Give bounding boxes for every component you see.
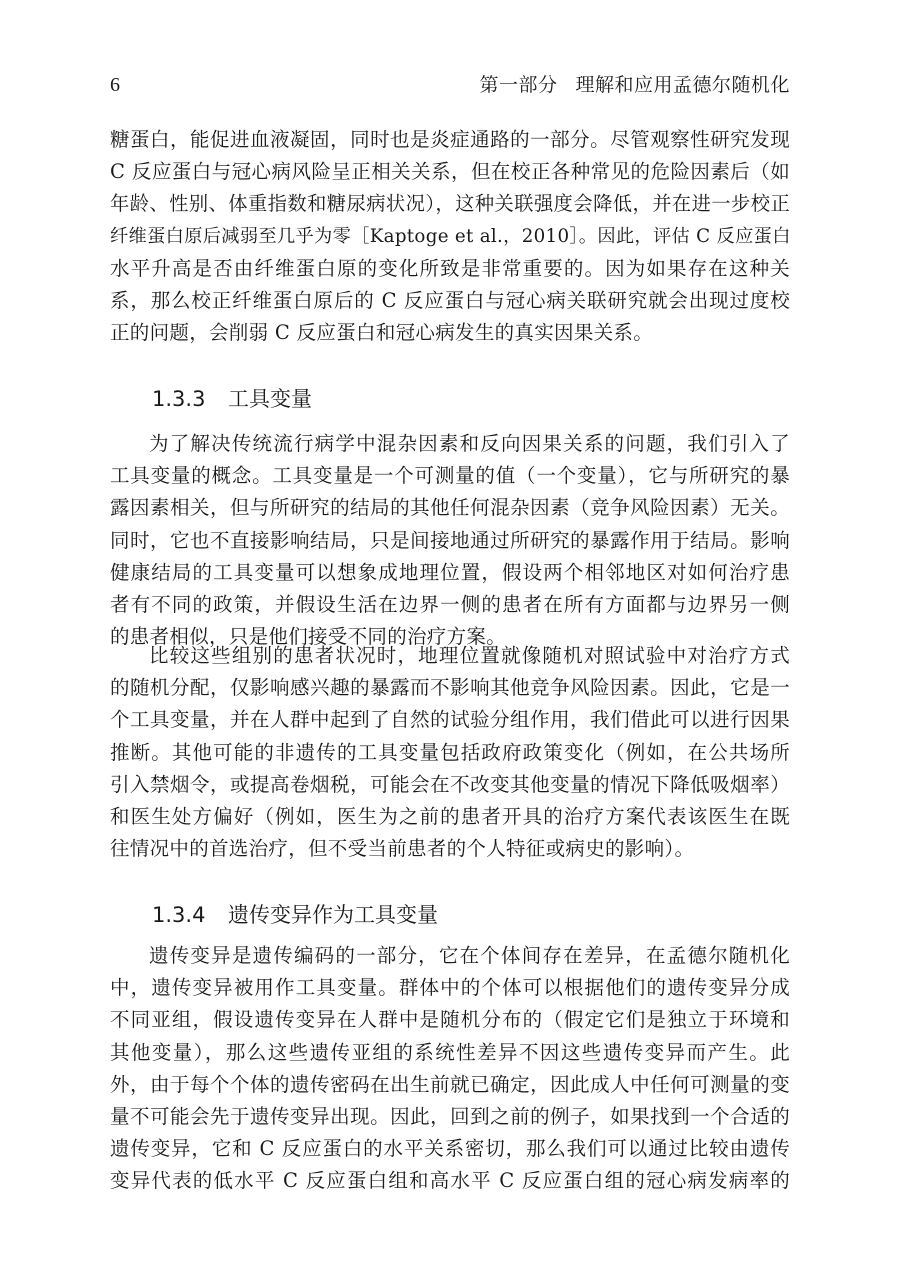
text-line: 纤维蛋白原后减弱至几乎为零［Kaptoge et al.，2010］。因此，评估 C 反应蛋白 [110, 225, 791, 247]
section-heading-1-3-4 [152, 900, 438, 930]
section-number: 1.3.4 [152, 903, 206, 927]
text-line: 年龄、性别、体重指数和糖尿病状况），这种关联强度会降低，并在进一步校正 [110, 192, 790, 216]
text-line: 的随机分配，仅影响感兴趣的暴露而不影响其他竞争风险因素。因此，它是一 [110, 676, 790, 700]
paragraph-1 [110, 124, 790, 349]
paragraph-text [110, 640, 790, 865]
text-line: 变异代表的低水平 C 反应蛋白组和高水平 C 反应蛋白组的冠心病发病率的 [110, 1169, 790, 1193]
text-line: 引入禁烟令，或提高卷烟税，可能会在不改变其他变量的情况下降低吸烟率） [110, 772, 790, 796]
text-line: 糖蛋白，能促进血液凝固，同时也是炎症通路的一部分。尽管观察性研究发现 [110, 128, 790, 151]
text-line: 的患者相似，只是他们接受不同的治疗方案。 [110, 625, 507, 649]
text-line: 中，遗传变异被用作工具变量。群体中的个体可以根据他们的遗传变异分成 [110, 976, 790, 1000]
text-line: 水平升高是否由纤维蛋白原的变化所致是非常重要的。因为如果存在这种关 [110, 256, 790, 280]
text-line: 工具变量的概念。工具变量是一个可测量的值（一个变量），它与所研究的暴 [110, 464, 790, 488]
text-line: 健康结局的工具变量可以想象成地理位置，假设两个相邻地区对如何治疗患 [110, 560, 790, 584]
text-line: 往情况中的首选治疗，但不受当前患者的个人特征或病史的影响）。 [110, 837, 695, 861]
text-line: 者有不同的政策，并假设生活在边界一侧的患者在所有方面都与边界另一侧 [110, 593, 790, 617]
text-line: 和医生处方偏好（例如，医生为之前的患者开具的治疗方案代表该医生在既 [110, 805, 790, 829]
part-label: 第一部分 [479, 74, 558, 96]
text-line: 其他变量），那么这些遗传亚组的系统性差异不因这些遗传变异而产生。此 [110, 1040, 790, 1064]
text-line: C 反应蛋白与冠心病风险呈正相关关系，但在校正各种常见的危险因素后（如 [110, 160, 790, 184]
paragraph-text [110, 428, 790, 653]
paragraph-2 [110, 428, 790, 653]
page-number: 6 [110, 74, 120, 96]
text-line: 外，由于每个个体的遗传密码在出生前就已确定，因此成人中任何可测量的变 [110, 1072, 790, 1096]
section-title: 遗传变异作为工具变量 [228, 903, 438, 927]
paragraph-text [110, 124, 790, 349]
running-header [110, 70, 790, 100]
section-title: 工具变量 [228, 387, 312, 411]
part-title: 理解和应用孟德尔随机化 [575, 74, 790, 96]
text-line: 同时，它也不直接影响结局，只是间接地通过所研究的暴露作用于结局。影响 [110, 528, 790, 552]
text-line: 露因素相关，但与所研究的结局的其他任何混杂因素（竞争风险因素）无关。 [110, 496, 790, 520]
paragraph-text [110, 940, 790, 1198]
text-line: 推断。其他可能的非遗传的工具变量包括政府政策变化（例如，在公共场所 [110, 740, 790, 764]
running-head [479, 70, 790, 100]
section-number: 1.3.3 [152, 387, 206, 411]
text-line: 遗传变异，它和 C 反应蛋白的水平关系密切，那么我们可以通过比较由遗传 [110, 1137, 790, 1161]
text-line: 系，那么校正纤维蛋白原后的 C 反应蛋白与冠心病关联研究就会出现过度校 [110, 289, 790, 313]
text-line: 正的问题，会削弱 C 反应蛋白和冠心病发生的真实因果关系。 [110, 321, 654, 345]
paragraph-3 [110, 640, 790, 865]
text-line: 为了解决传统流行病学中混杂因素和反向因果关系的问题，我们引入了 [149, 432, 790, 455]
text-line: 遗传变异是遗传编码的一部分，它在个体间存在差异，在孟德尔随机化 [149, 944, 790, 967]
text-line: 不同亚组，假设遗传变异在人群中是随机分布的（假定它们是独立于环境和 [110, 1008, 790, 1032]
text-line: 量不可能会先于遗传变异出现。因此，回到之前的例子，如果找到一个合适的 [110, 1105, 790, 1129]
text-line: 比较这些组别的患者状况时，地理位置就像随机对照试验中对治疗方式 [149, 644, 790, 667]
paragraph-4 [110, 940, 790, 1198]
section-heading-1-3-3 [152, 384, 312, 414]
text-line: 个工具变量，并在人群中起到了自然的试验分组作用，我们借此可以进行因果 [110, 708, 790, 732]
